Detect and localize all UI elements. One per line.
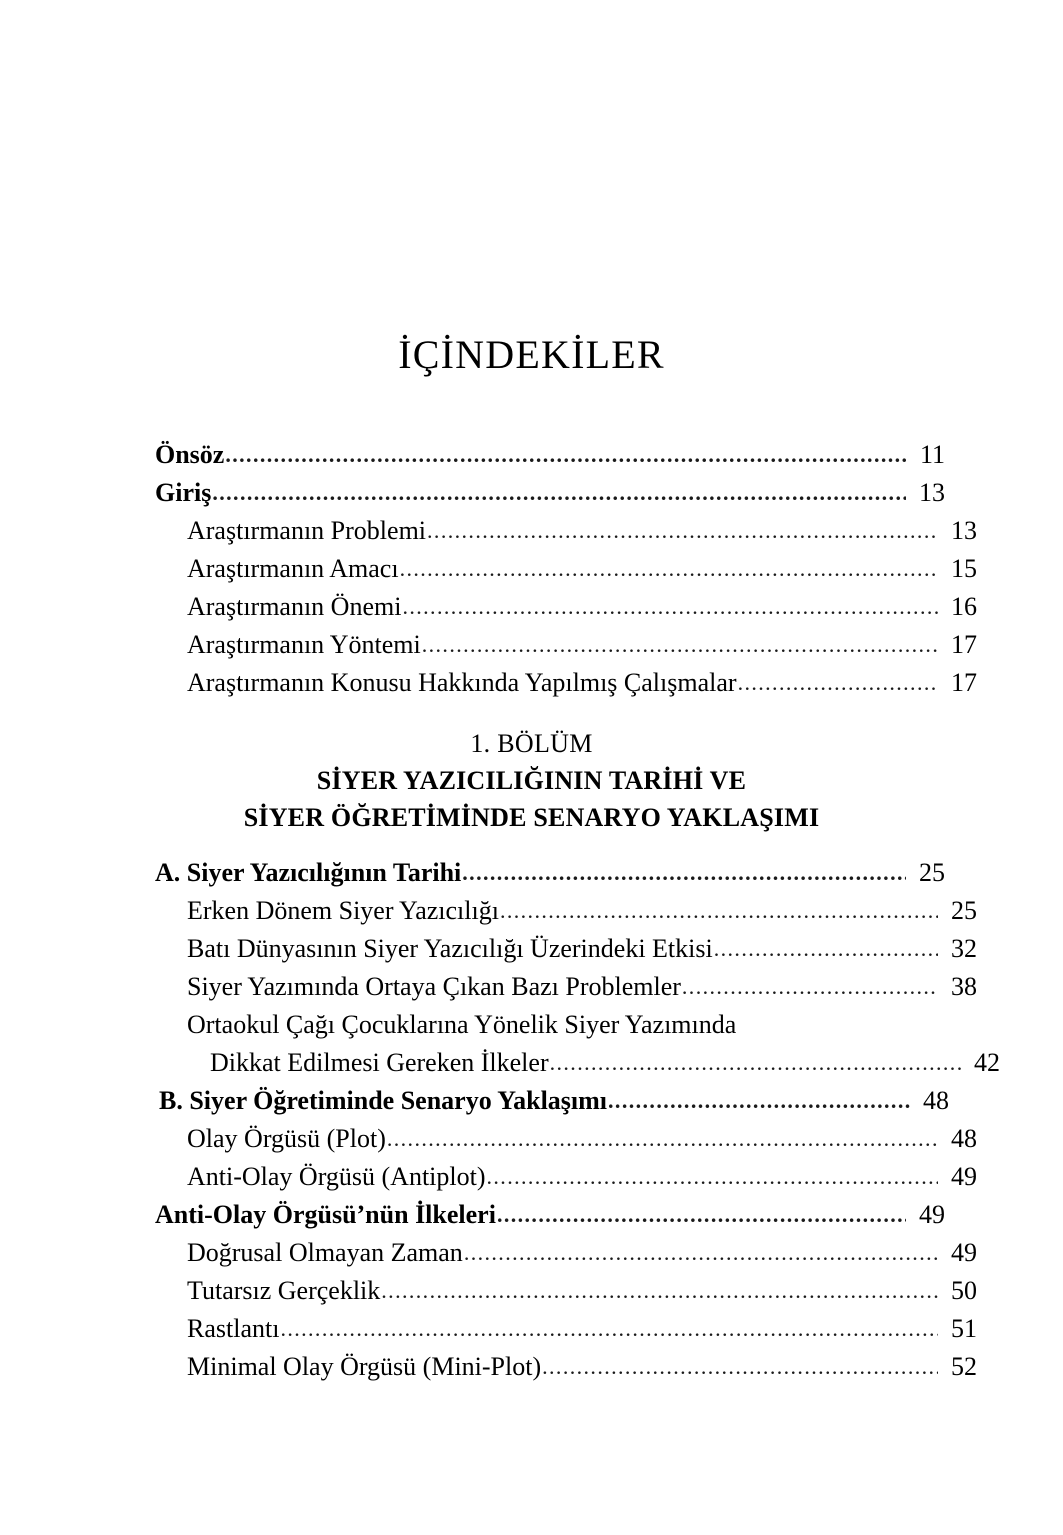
toc-entry[interactable] — [210, 1044, 1000, 1082]
chapter-heading-block — [0, 726, 1063, 836]
toc-entry-label: Araştırmanın Konusu Hakkında Yapılmış Çalışmalar — [187, 668, 737, 697]
toc-entry-label: Anti-Olay Örgüsü (Antiplot) — [187, 1162, 486, 1191]
chapter-title-line-2: SİYER ÖĞRETİMİNDE SENARYO YAKLAŞIMI — [243, 803, 820, 832]
toc-entry[interactable] — [187, 512, 977, 550]
toc-entry[interactable] — [187, 968, 977, 1006]
toc-entry[interactable] — [187, 1310, 977, 1348]
toc-dot-leader — [714, 931, 938, 957]
toc-entry-page-number: 51 — [951, 1314, 977, 1343]
toc-entry[interactable] — [155, 474, 945, 512]
toc-entry-page-number: 16 — [951, 592, 977, 621]
toc-entry[interactable] — [187, 930, 977, 968]
toc-entry-label: Araştırmanın Problemi — [187, 516, 427, 545]
toc-dot-leader — [280, 1311, 938, 1337]
toc-chapter-entries-list — [155, 854, 1000, 1386]
toc-dot-leader — [608, 1083, 910, 1109]
toc-entry-page-number: 49 — [919, 1200, 945, 1229]
chapter-title-line-1: SİYER YAZICILIĞININ TARİHİ VE — [316, 766, 747, 795]
toc-entry-label: Araştırmanın Amacı — [187, 554, 399, 583]
toc-entry[interactable] — [155, 436, 945, 474]
toc-entry[interactable] — [155, 854, 945, 892]
toc-dot-leader — [212, 475, 906, 501]
toc-entry-label: Dikkat Edilmesi Gereken İlkeler — [210, 1048, 549, 1077]
toc-entry-page-number: 48 — [951, 1124, 977, 1153]
toc-entry[interactable] — [187, 1006, 977, 1044]
toc-entry-page-number: 15 — [951, 554, 977, 583]
toc-entry-page-number: 17 — [951, 668, 977, 697]
toc-dot-leader — [500, 893, 938, 919]
toc-dot-leader — [682, 969, 938, 995]
toc-entry-label: A. Siyer Yazıcılığının Tarihi — [155, 858, 462, 887]
toc-entry-label: Siyer Yazımında Ortaya Çıkan Bazı Problemler — [187, 972, 681, 1001]
toc-entry-page-number: 50 — [951, 1276, 977, 1305]
toc-entry-label: Ortaokul Çağı Çocuklarına Yönelik Siyer Yazımında — [187, 1010, 737, 1039]
toc-dot-leader — [402, 589, 938, 615]
toc-entry-label: Araştırmanın Yöntemi — [187, 630, 421, 659]
toc-dot-leader — [400, 551, 938, 577]
toc-dot-leader — [381, 1273, 938, 1299]
toc-entry-page-number: 49 — [951, 1238, 977, 1267]
toc-entry[interactable] — [187, 1158, 977, 1196]
toc-dot-leader — [427, 513, 938, 539]
toc-entry-label: Önsöz — [155, 440, 225, 469]
toc-entry[interactable] — [187, 1234, 977, 1272]
toc-entry-page-number: 11 — [919, 440, 945, 469]
toc-entry-page-number: 17 — [951, 630, 977, 659]
toc-dot-leader — [422, 627, 938, 653]
toc-entry[interactable] — [187, 664, 977, 702]
toc-entry-label: Anti-Olay Örgüsü’nün İlkeleri — [155, 1200, 496, 1229]
toc-entry-label: Doğrusal Olmayan Zaman — [187, 1238, 463, 1267]
toc-entry[interactable] — [187, 892, 977, 930]
toc-entry-label: Olay Örgüsü (Plot) — [187, 1124, 386, 1153]
chapter-number: 1. BÖLÜM — [470, 729, 593, 758]
toc-entry[interactable] — [159, 1082, 949, 1120]
toc-entry-page-number: 38 — [951, 972, 977, 1001]
toc-dot-leader — [487, 1159, 939, 1185]
toc-entry[interactable] — [187, 1272, 977, 1310]
toc-entry[interactable] — [155, 1196, 945, 1234]
toc-entry[interactable] — [187, 1120, 977, 1158]
toc-dot-leader — [737, 1007, 938, 1033]
toc-entry-page-number: 52 — [951, 1352, 977, 1381]
toc-front-matter-list — [155, 436, 977, 702]
toc-entry-label: Araştırmanın Önemi — [187, 592, 402, 621]
page-title: İÇİNDEKİLER — [398, 331, 665, 377]
toc-entry-page-number: 13 — [919, 478, 945, 507]
toc-entry-label: Batı Dünyasının Siyer Yazıcılığı Üzerindeki Etkisi — [187, 934, 713, 963]
toc-entry-page-number: 49 — [951, 1162, 977, 1191]
toc-entry[interactable] — [187, 1348, 977, 1386]
toc-entry[interactable] — [187, 626, 977, 664]
toc-entry-page-number: 13 — [951, 516, 977, 545]
toc-entry-label: Minimal Olay Örgüsü (Mini-Plot) — [187, 1352, 542, 1381]
toc-dot-leader — [387, 1121, 938, 1147]
toc-dot-leader — [462, 855, 906, 881]
toc-entry-page-number: 42 — [974, 1048, 1000, 1077]
toc-entry-page-number: 25 — [951, 896, 977, 925]
toc-entry-page-number: 32 — [951, 934, 977, 963]
toc-entry-label: Giriş — [155, 478, 212, 507]
toc-entry-label: Tutarsız Gerçeklik — [187, 1276, 381, 1305]
toc-dot-leader — [738, 665, 938, 691]
toc-dot-leader — [542, 1349, 938, 1375]
toc-dot-leader — [225, 437, 906, 463]
toc-entry[interactable] — [187, 550, 977, 588]
toc-dot-leader — [464, 1235, 938, 1261]
toc-entry[interactable] — [187, 588, 977, 626]
toc-entry-page-number: 25 — [919, 858, 945, 887]
toc-dot-leader — [497, 1197, 906, 1223]
toc-dot-leader — [550, 1045, 961, 1071]
toc-entry-label: B. Siyer Öğretiminde Senaryo Yaklaşımı — [159, 1086, 608, 1115]
toc-entry-label: Rastlantı — [187, 1314, 280, 1343]
toc-entry-page-number: 48 — [923, 1086, 949, 1115]
toc-entry-label: Erken Dönem Siyer Yazıcılığı — [187, 896, 499, 925]
